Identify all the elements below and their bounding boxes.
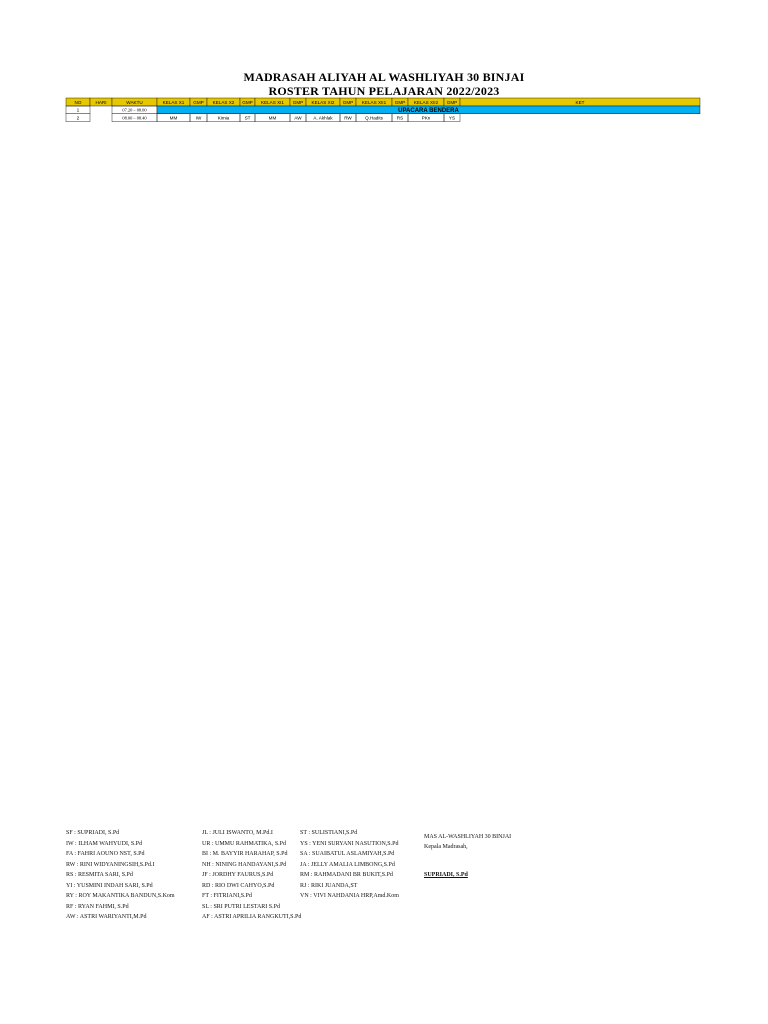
header-label: GMP [394, 99, 406, 105]
teacher-entry: VN : VIVI NAHDANIA HRP,Amd.Kom [300, 893, 399, 899]
teacher-entry: BI : M. BAYYIR HARAHAP, S.Pd [202, 851, 288, 857]
time-slot: 08.00 – 08.40 [122, 115, 147, 121]
header-label: HARI [95, 99, 107, 105]
break-label: UPACARA BENDERA [398, 107, 459, 114]
signature-place: MAS AL-WASHLIYAH 30 BINJAI [424, 834, 512, 840]
subject-label: MM [268, 115, 277, 121]
header-label: WAKTU [126, 99, 143, 105]
teacher-entry: YS : YENI SURYANI NASUTION,S.Pd [300, 840, 399, 847]
teacher-code: ST [244, 115, 251, 121]
teacher-code: RS [396, 115, 404, 121]
teacher-entry: RD : RIO DWI CAHYO,S.Pd [202, 882, 275, 889]
row-number: 2 [76, 116, 80, 122]
teacher-entry: RW : RINI WIDYANINGSIH,S.Pd.I [66, 861, 155, 868]
teacher-entry: AW : ASTRI WARIYANTI,M.Pd [66, 914, 147, 920]
header-label: NO [74, 99, 82, 105]
teacher-entry: SA : SUAIBATUL ASLAMIYAH,S.Pd [300, 851, 395, 857]
header-label: KELAS XII1 [361, 99, 387, 105]
teacher-entry: RF : RYAN FAHMI, S.Pd [66, 903, 129, 910]
row-number: 1 [76, 108, 80, 114]
header-label: GMP [342, 99, 354, 105]
teacher-entry: RS : RESMITA SARI, S.Pd [66, 872, 133, 878]
teacher-entry: IW : ILHAM WAHYUDI, S.Pd [66, 840, 143, 847]
subject-label: Q.Hadits [365, 115, 383, 121]
teacher-entry: SF : SUPRIADI, S.Pd [66, 830, 120, 836]
teacher-entry: RM : RAHMADANI BR BUKIT,S.Pd [300, 872, 393, 878]
header-label: KELAS XI2 [311, 99, 335, 105]
teacher-entry: ST : SULISTIANI,S.Pd [300, 830, 358, 836]
teacher-legend-col1 [66, 828, 175, 923]
teacher-entry: FA : FAHRI AOUNO NST, S.Pd [66, 851, 145, 857]
signature-name: SUPRIADI, S.Pd [424, 872, 468, 878]
header-label: GMP [292, 99, 304, 105]
school-title: MADRASAH ALIYAH AL WASHLIYAH 30 BINJAI [243, 70, 525, 84]
signature-block [424, 832, 511, 880]
subject-label: A. Akhlak [313, 115, 333, 121]
teacher-legend-col2 [202, 828, 301, 923]
teacher-entry: SL : SRI PUTRI LESTARI S.Pd [202, 903, 280, 910]
teacher-entry: JA : JELLY AMALIA LIMBONG,S.Pd [300, 861, 395, 868]
teacher-entry: NH : NINING HANDAYANI,S.Pd [202, 861, 287, 868]
signature-role: Kepala Madrasah, [424, 844, 468, 850]
teacher-entry: RY : ROY MAKANTIKA BANDUN,S.Kom [66, 893, 175, 899]
header-label: KELAS X2 [212, 99, 235, 105]
subject-label: PKn [421, 115, 431, 121]
teacher-code: IW [195, 115, 202, 121]
time-slot: 07.20 – 08.00 [122, 107, 147, 113]
header-label: GMP [242, 99, 253, 105]
header-label: KET [575, 99, 585, 105]
header-label: KELAS XI1 [261, 99, 284, 105]
teacher-entry: AF : ASTRI APRILIA RANGKUTI,S.Pd [202, 914, 302, 920]
teacher-entry: JF : JORDHY FAURUS,S.Pd [202, 872, 274, 878]
teacher-code: RW [344, 115, 352, 121]
teacher-entry: JL : JULI ISWANTO, M.Pd.I [202, 830, 273, 836]
header-label: KELAS X1 [162, 99, 185, 105]
subject-label: Kimia [217, 115, 230, 121]
header-label: GMP [193, 99, 204, 105]
teacher-code: AW [294, 115, 302, 121]
header-label: GMP [446, 99, 458, 105]
header-label: KELAS XII2 [413, 99, 439, 105]
teacher-entry: RJ : RIKI JUANDA,ST [300, 882, 358, 889]
teacher-legend-col3 [300, 828, 399, 902]
teacher-entry: UR : UMMU RAHMATIKA, S.Pd [202, 840, 287, 847]
teacher-entry: FT : FITRIANI,S.Pd [202, 893, 252, 899]
roster-title: ROSTER TAHUN PELAJARAN 2022/2023 [268, 84, 500, 98]
teacher-entry: YI : YUSMINI INDAH SARI, S.Pd [66, 882, 153, 889]
teacher-code: YS [448, 115, 456, 121]
subject-label: MM [169, 115, 178, 121]
